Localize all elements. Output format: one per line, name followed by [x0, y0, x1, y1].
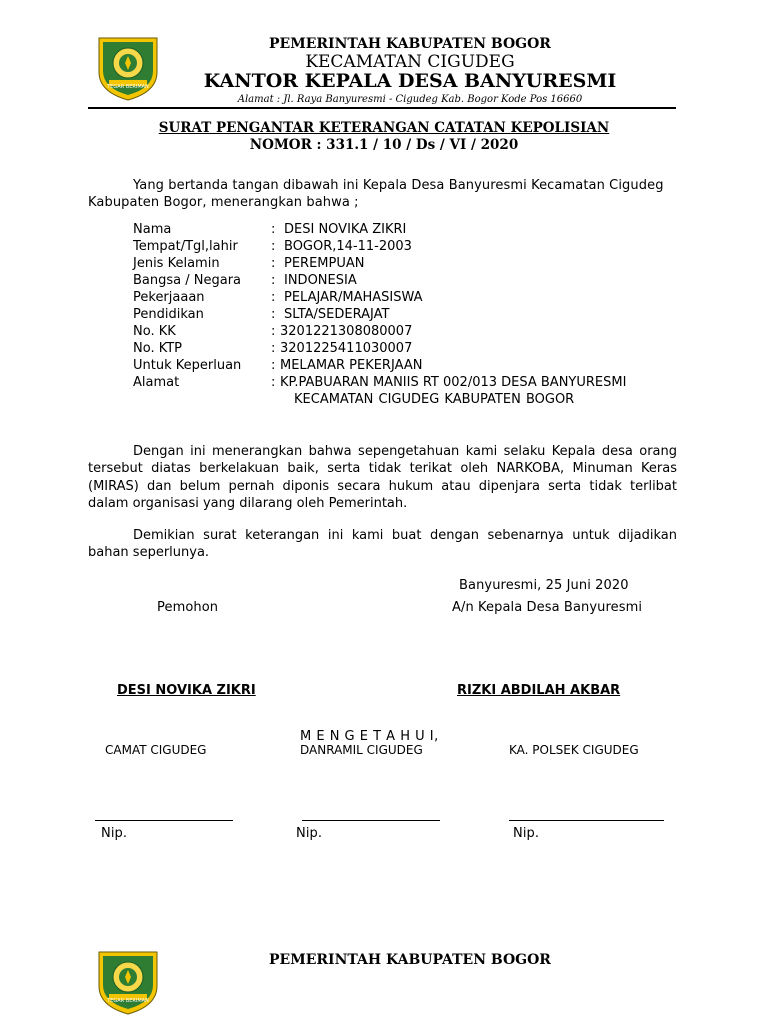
- date-place: Banyuresmi, 25 Juni 2020: [459, 578, 629, 593]
- field-label: Bangsa / Negara: [133, 273, 242, 288]
- field-colon: :: [271, 375, 276, 390]
- header-district: KECAMATAN CIGUDEG: [305, 52, 515, 72]
- nip-danramil: Nip.: [296, 826, 323, 841]
- field-colon: :: [271, 222, 276, 237]
- header-office: KANTOR KEPALA DESA BANYURESMI: [203, 70, 617, 92]
- body-paragraph-2: Demikian surat keterangan ini kami buat dengan sebenarnya untuk dijadikan bahan seperlunya.: [88, 528, 677, 561]
- field-colon: :: [271, 307, 276, 322]
- field-colon: :: [271, 324, 276, 339]
- emblem-caption: TEGAR BERIMAN: [107, 84, 149, 90]
- field-value-nationality: INDONESIA: [284, 273, 357, 288]
- header-address: Alamat : Jl. Raya Banyuresmi - Cigudeg Kab. Bogor Kode Pos 16660: [237, 94, 583, 105]
- document-number: NOMOR : 331.1 / 10 / Ds / VI / 2020: [249, 137, 519, 153]
- next-page-header: PEMERINTAH KABUPATEN BOGOR: [269, 952, 551, 968]
- signature-line-camat: [95, 820, 233, 821]
- document-title: SURAT PENGANTAR KETERANGAN CATATAN KEPOLISIAN: [158, 120, 610, 136]
- field-value-name: DESI NOVIKA ZIKRI: [284, 222, 407, 237]
- intro-line-1: Yang bertanda tangan dibawah ini Kepala Desa Banyuresmi Kecamatan Cigudeg: [133, 178, 664, 193]
- field-value-occupation: PELAJAR/MAHASISWA: [284, 290, 423, 305]
- field-label: Untuk Keperluan: [133, 358, 242, 373]
- field-value-education: SLTA/SEDERAJAT: [284, 307, 390, 322]
- field-value-address-cont: KECAMATAN CIGUDEG KABUPATEN BOGOR: [294, 392, 575, 407]
- field-label: No. KK: [133, 324, 176, 339]
- nip-polsek: Nip.: [513, 826, 540, 841]
- emblem-caption-next: TEGAR BERIMAN: [107, 998, 149, 1004]
- intro-line-2: Kabupaten Bogor, menerangkan bahwa ;: [88, 195, 359, 210]
- acknowledge-heading: M E N G E T A H U I,: [300, 729, 439, 744]
- nip-camat: Nip.: [101, 826, 128, 841]
- field-label: No. KTP: [133, 341, 183, 356]
- field-value-birth: BOGOR,14-11-2003: [284, 239, 412, 254]
- header-divider: [88, 107, 676, 109]
- header-government: PEMERINTAH KABUPATEN BOGOR: [269, 36, 551, 52]
- field-colon: :: [271, 358, 276, 373]
- field-colon: :: [271, 341, 276, 356]
- applicant-name: DESI NOVIKA ZIKRI: [117, 683, 256, 698]
- applicant-label: Pemohon: [157, 600, 219, 615]
- field-value-gender: PEREMPUAN: [284, 256, 365, 271]
- field-label: Tempat/Tgl,lahir: [133, 239, 238, 254]
- field-colon: :: [271, 256, 276, 271]
- witness-title-polsek: KA. POLSEK CIGUDEG: [509, 743, 639, 757]
- signature-line-polsek: [509, 820, 664, 821]
- witness-title-danramil: DANRAMIL CIGUDEG: [300, 743, 423, 757]
- official-label: A/n Kepala Desa Banyuresmi: [452, 600, 643, 615]
- field-label: Pekerjaaan: [133, 290, 205, 305]
- field-value-ktp: 3201225411030007: [280, 341, 413, 356]
- field-value-purpose: MELAMAR PEKERJAAN: [280, 358, 423, 373]
- signature-line-danramil: [302, 820, 440, 821]
- field-value-kk: 3201221308080007: [280, 324, 413, 339]
- witness-title-camat: CAMAT CIGUDEG: [105, 743, 207, 757]
- field-colon: :: [271, 239, 276, 254]
- official-name: RIZKI ABDILAH AKBAR: [457, 683, 621, 698]
- field-label: Pendidikan: [133, 307, 204, 322]
- body-paragraph-1: Dengan ini menerangkan bahwa sepengetahuan kami selaku Kepala desa orang tersebut diatas berkelakuan baik, serta tidak terikat oleh NARKOBA, Minuman Keras (MIRAS) dan belum pernah diponis secara hukum atau dipenjara serta tidak terlibat dalam organisasi yang dilarang oleh Pemerintah.: [88, 444, 677, 512]
- field-label: Jenis Kelamin: [133, 256, 220, 271]
- field-colon: :: [271, 290, 276, 305]
- field-colon: :: [271, 273, 276, 288]
- field-label: Alamat: [133, 375, 180, 390]
- field-label: Nama: [133, 222, 172, 237]
- field-value-address: KP.PABUARAN MANIIS RT 002/013 DESA BANYURESMI: [280, 375, 627, 390]
